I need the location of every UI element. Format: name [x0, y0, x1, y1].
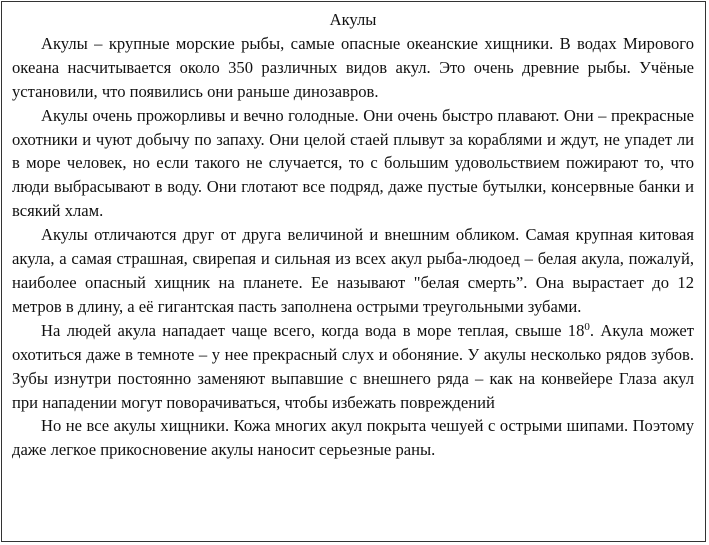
paragraph-attacks-text: На людей акула нападает чаще всего, когда вода в море теплая, свыше 18 — [41, 320, 585, 340]
paragraph-behavior: Акулы очень прожорливы и вечно голодные. Они очень быстро плавают. Они – прекрасные охотники и чуют добычу по запаху. Они целой стаей плывут за кораблями и ждут, не упадет ли в море человек, но если такого не случается, то с большим удовольствием пожирают то, что люди выбрасывают в воду. Они глотают все подряд, даже пустые бутылки, консервные банки и всякий хлам. — [12, 105, 694, 221]
document-title: Акулы — [329, 10, 377, 29]
paragraph-attacks — [12, 319, 694, 415]
degree-superscript: 0 — [584, 320, 590, 333]
document-frame — [1, 1, 706, 542]
paragraph-intro: Акулы – крупные морские рыбы, самые опасные океанские хищники. В водах Мирового океана насчитывается около 350 различных видов акул. Это очень древние рыбы. Учёные установили, что появились они раньше динозавров. — [12, 33, 694, 101]
paragraph-attacks-text-continued: . Акула может охотиться даже в темноте – у нее прекрасный слух и обоняние. У акулы несколько рядов зубов. Зубы изнутри постоянно заменяют выпавшие с внешнего ряда – как на конвейере Глаза акул при нападении могут поворачиваться, чтобы избежать повреждений — [12, 320, 694, 412]
document-body — [12, 8, 694, 462]
paragraph-species: Акулы отличаются друг от друга величиной и внешним обликом. Самая крупная китовая акула, а самая страшная, свирепая и сильная из всех акул рыба-людоед – белая акула, пожалуй, наиболее опасный хищник на планете. Ее называют "белая смерть”. Она вырастает до 12 метров в длину, а её гигантская пасть заполнена острыми треугольными зубами. — [12, 225, 694, 316]
paragraph-conclusion: Но не все акулы хищники. Кожа многих акул покрыта чешуей с острыми шипами. Поэтому даже легкое прикосновение акулы наносит серьезные раны. — [12, 416, 694, 460]
